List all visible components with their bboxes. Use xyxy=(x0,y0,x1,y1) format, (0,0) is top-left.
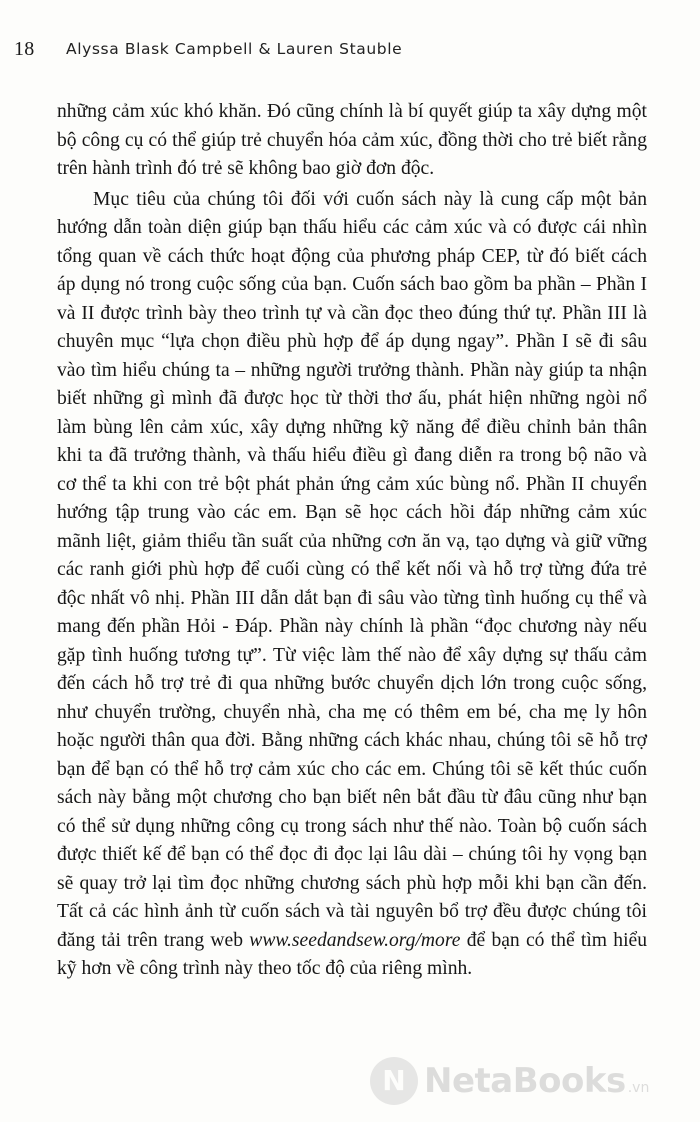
running-header xyxy=(14,38,654,66)
page-body-text xyxy=(57,98,647,984)
running-header-authors: Alyssa Blask Campbell & Lauren Stauble xyxy=(66,40,403,58)
watermark-suffix: .vn xyxy=(627,1080,650,1096)
watermark-brand: NetaBooks xyxy=(424,1061,626,1101)
page-number: 18 xyxy=(14,38,35,60)
paragraph-continuation: những cảm xúc khó khăn. Đó cũng chính là bí quyết giúp ta xây dựng một bộ công cụ có thể giúp trẻ chuyển hóa cảm xúc, đồng thời cho trẻ biết rằng trên hành trình đó trẻ sẽ không bao giờ đơn độc. xyxy=(57,101,647,179)
netabooks-logo-icon xyxy=(370,1057,418,1105)
website-url: www.seedandsew.org/more xyxy=(249,929,461,951)
paragraph-book-overview-ending: để bạn có thể tìm hiểu kỹ hơn về công trình này theo tốc độ của riêng mình. xyxy=(57,929,648,979)
paragraph-book-overview-text: Mục tiêu của chúng tôi đối với cuốn sách này là cung cấp một bản hướng dẫn toàn diện giúp bạn thấu hiểu các cảm xúc và có được cái nhìn tổng quan về cách thức hoạt động của phương pháp CEP, từ đó biết cách áp dụng nó trong cuộc sống của bạn. Cuốn sách bao gồm ba phần – Phần I và II được trình bày theo trình tự và cần đọc theo đúng thứ tự. Phần III là chuyên mục “lựa chọn điều phù hợp để áp dụng ngay”. Phần I sẽ đi sâu vào tìm hiểu chúng ta – những người trưởng thành. Phần này giúp ta nhận biết những gì mình đã được học từ thời thơ ấu, phát hiện những ngòi nổ làm bùng lên cảm xúc, xây dựng những kỹ năng để điều chỉnh bản thân khi ta đã trưởng thành, và thấu hiểu điều gì đang diễn ra trong bộ não và cơ thể ta khi con trẻ bột phát phản ứng cảm xúc bùng nổ. Phần II chuyển hướng tập trung vào các em. Bạn sẽ học cách hồi đáp những cảm xúc mãnh liệt, giảm thiểu tần suất của những cơn ăn vạ, tạo dựng và giữ vững các ranh giới phù hợp để cuối cùng có thể kết nối và hỗ trợ từng đứa trẻ độc nhất vô nhị. Phần III dẫn dắt bạn đi sâu vào từng tình huống cụ thể và mang đến phần Hỏi - Đáp. Phần này chính là phần “đọc chương này nếu gặp tình huống tương tự”. Từ việc làm thế nào để xây dựng sự thấu cảm đến cách hỗ trợ trẻ đi qua những bước chuyển dịch lớn trong cuộc sống, như chuyển trường, chuyển nhà, cha mẹ có thêm em bé, cha mẹ ly hôn hoặc người thân qua đời. Bằng những cách khác nhau, chúng tôi sẽ hỗ trợ bạn để bạn có thể hỗ trợ cảm xúc cho các em. Chúng tôi sẽ kết thúc cuốn sách này bằng một chương cho bạn biết nên bắt đầu từ đâu cũng như bạn có thể sử dụng những công cụ trong sách như thế nào. Toàn bộ cuốn sách được thiết kế để bạn có thể đọc đi đọc lại lâu dài – chúng tôi hy vọng bạn sẽ quay trở lại tìm đọc những chương sách phù hợp mỗi khi bạn cần đến. Tất cả các hình ảnh từ cuốn sách và tài nguyên bổ trợ đều được chúng tôi đăng tải trên trang web xyxy=(57,188,647,951)
publisher-watermark xyxy=(370,1052,690,1110)
paragraph-book-overview xyxy=(57,186,647,984)
